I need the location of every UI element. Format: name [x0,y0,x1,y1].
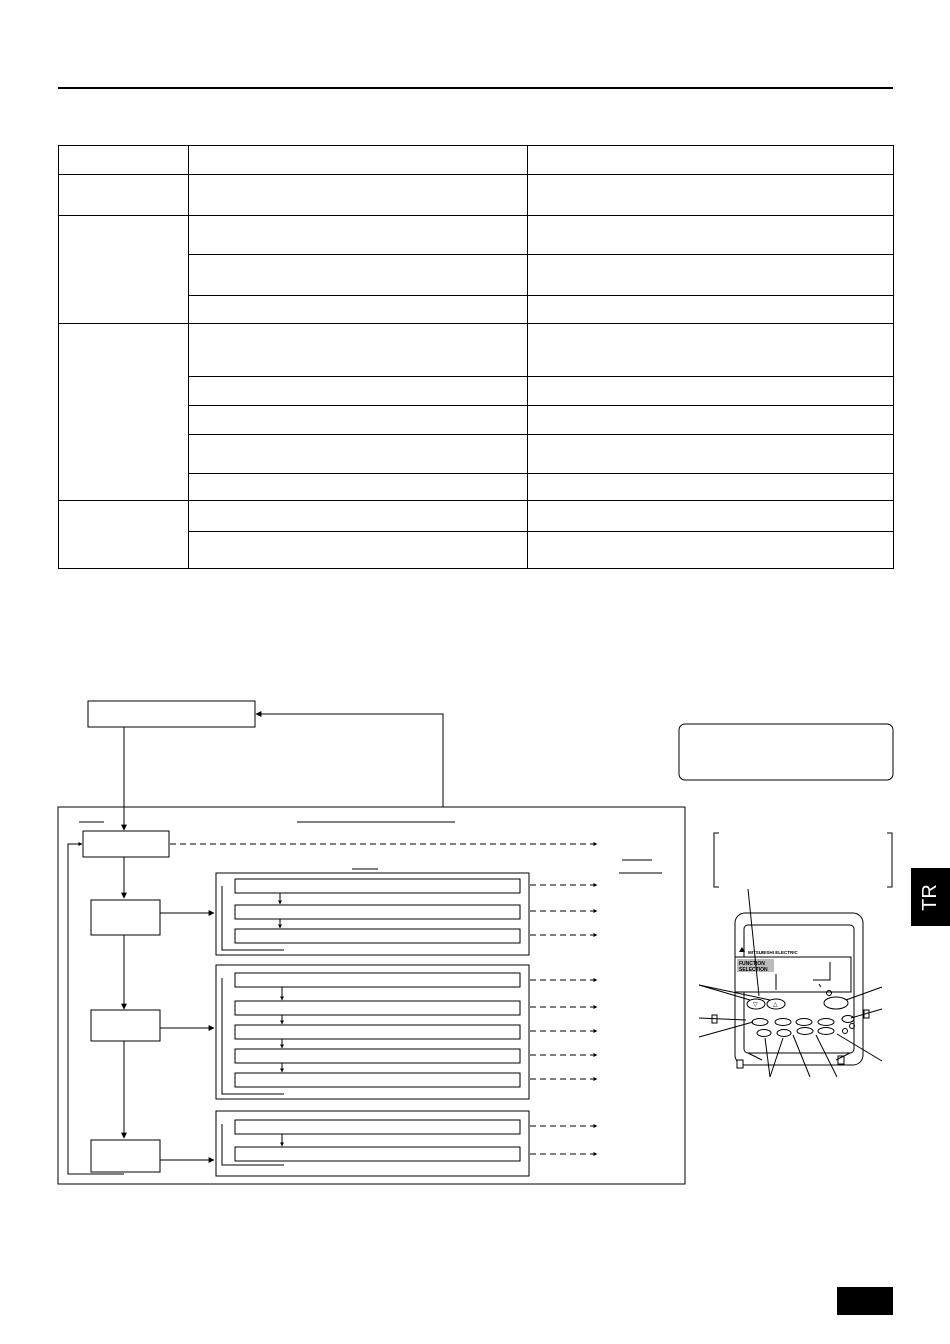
timer-down-button [757,1030,771,1037]
flow-step-2 [91,900,160,935]
on-off-button [824,997,848,1009]
info-box [679,724,893,780]
timer-up-button [777,1030,791,1037]
flow-step-4 [91,1140,160,1172]
remote-lcd-line1: FUNCTION [739,961,765,967]
svg-text:▽: ▽ [753,1002,758,1008]
flow-start-box [88,701,255,727]
remote-controller [699,889,882,1077]
svg-text:△: △ [773,1002,778,1008]
language-tab: TR [911,868,950,926]
flow-step-1 [83,831,169,857]
page-number [837,1287,893,1315]
remote-brand: MITSUBISHI ELECTRIC [748,950,798,955]
flow-step-3 [91,1010,160,1041]
remote-lcd-line2: SELECTION [739,967,768,973]
